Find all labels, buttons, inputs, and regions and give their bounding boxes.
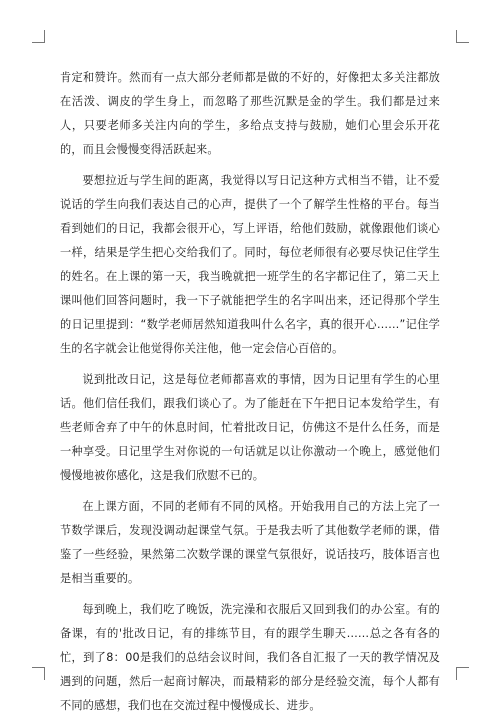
paragraph-5: 每到晚上，我们吃了晚饭，洗完澡和衣服后又回到我们的办公室。有的备课，有的'批改日记，有的排练节目，有的跟学生聊天……总之各有各的忙，到了8：00是我们的总结会议时间，我们各自汇报了一天的教学情况及遇到的问题，然后一起商讨解决，而最精彩的部分是经验交流，每个人都有不同的感想，我们也在交流过程中慢慢成长、进步。 — [60, 603, 440, 712]
crop-mark-top-right — [456, 30, 469, 43]
paragraph-2: 要想拉近与学生间的距离，我觉得以写日记这种方式相当不错，让不爱说话的学生向我们表达自己的心声，提供了一个了解学生性格的平台。每当看到她们的日记，我都会很开心，写上评语，给他们鼓励，就像跟他们谈心一样，结果是学生把心交给我们了。同时，每位老师很有必要尽快记住学生的姓名。在上课的第一天，我当晚就把一班学生的名字都记住了，第二天上课叫他们回答问题时，我一下子就能把学生的名字叫出来，还记得那个学生的日记里提到：“数学老师居然知道我叫什么名字，真的很开心……”记住学生的名字就会让他觉得你关注他，他一定会信心百倍的。 — [60, 174, 440, 355]
paragraph-4: 在上课方面，不同的老师有不同的风格。开始我用自己的方法上完了一节数学课后，发现没调动起课堂气氛。于是我去听了其他数学老师的课，借鉴了一些经验，果然第二次数学课的课堂气氛很好，说话技巧，肢体语言也是相当重要的。 — [60, 500, 440, 585]
paragraph-1: 肯定和赞许。然而有一点大部分老师都是做的不好的，好像把太多关注都放在活泼、调皮的学生身上，而忽略了那些沉默是金的学生。我们都是过来人，只要老师多关注内向的学生，多给点支持与鼓励，她们心里会乐开花的，而且会慢慢变得活跃起来。 — [60, 71, 440, 156]
crop-mark-top-left — [32, 30, 45, 43]
document-body — [60, 66, 440, 725]
crop-mark-bottom-left — [32, 667, 45, 680]
crop-mark-bottom-right — [456, 667, 469, 680]
paragraph-3: 说到批改日记，这是每位老师都喜欢的事情，因为日记里有学生的心里话。他们信任我们，跟我们谈心了。为了能赶在下午把日记本发给学生，有些老师舍弃了中午的休息时间，忙着批改日记，仿佛这不是什么任务，而是一种享受。日记里学生对你说的一句话就足以让你激动一个晚上，感觉他们慢慢地被你感化，这是我们欣慰不已的。 — [60, 373, 440, 482]
